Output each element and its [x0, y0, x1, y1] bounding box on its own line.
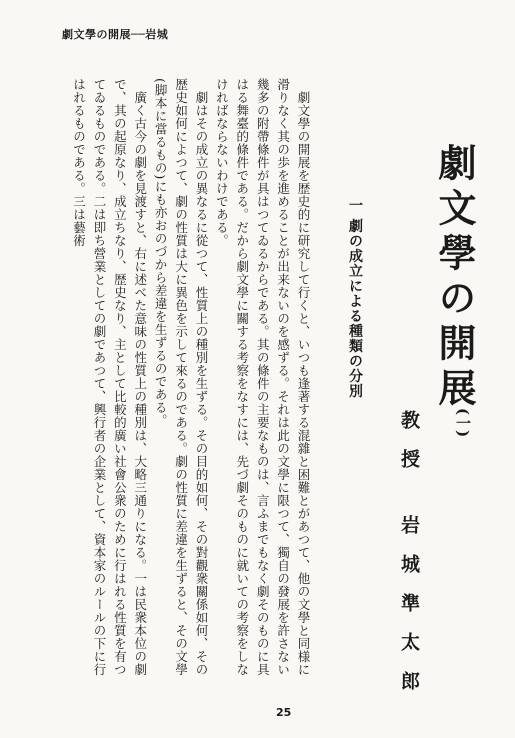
- paragraph: 廣く古今の劇を見渡すと、右に述べた意味の性質上の種別は、大略三通りになる。一は民衆本位の劇で、其の起原なり、成立ちなり、歴史なり、主として比較的廣い社會公衆のために行はれる性質を有つてゐるものである。二は即ち營業としての劇であつて、興行者の企業として、資本家のルールの下に行はれるものである。三は藝術: [71, 78, 148, 676]
- article-title: 劇文學の開展: [432, 143, 477, 413]
- author-byline: 教授 岩城準太郎: [398, 410, 420, 710]
- running-head: 劇文學の開展──岩城: [62, 28, 169, 41]
- section-heading: 一 劇の成立による種類の分別: [347, 198, 363, 399]
- body-text: [53, 78, 313, 688]
- paragraph: 劇文學の開展を歴史的に研究して行くと、いつも逢著する混雜と困難とがあつて、他の文學と同様に滑りなく其の歩を進めることが出来ないのを感ずる。それは此の文學に限つて、獨自の發展を許さない幾多の附帶條件が具はつてゐるからである。其の條件の主要なものは、言ふまでもなく劇そのものに具はる舞臺的條件である。だから劇文學に關する考察をなすには、先づ劇そのものに就いての考察をしなければならないわけである。: [214, 78, 311, 676]
- page-number: 25: [276, 706, 292, 719]
- volume-number: (一): [454, 408, 472, 438]
- paragraph: 劇はその成立の異なるに從つて、性質上の種別を生ずる。その目的如何、その對觀衆關係如何、その歴史如何によつて、劇の性質は大に異色を示して來るのである。劇の性質に差違を生ずると、その文學(脚本に當るもの)にも亦おのづから差違を生ずるのである。: [153, 78, 209, 676]
